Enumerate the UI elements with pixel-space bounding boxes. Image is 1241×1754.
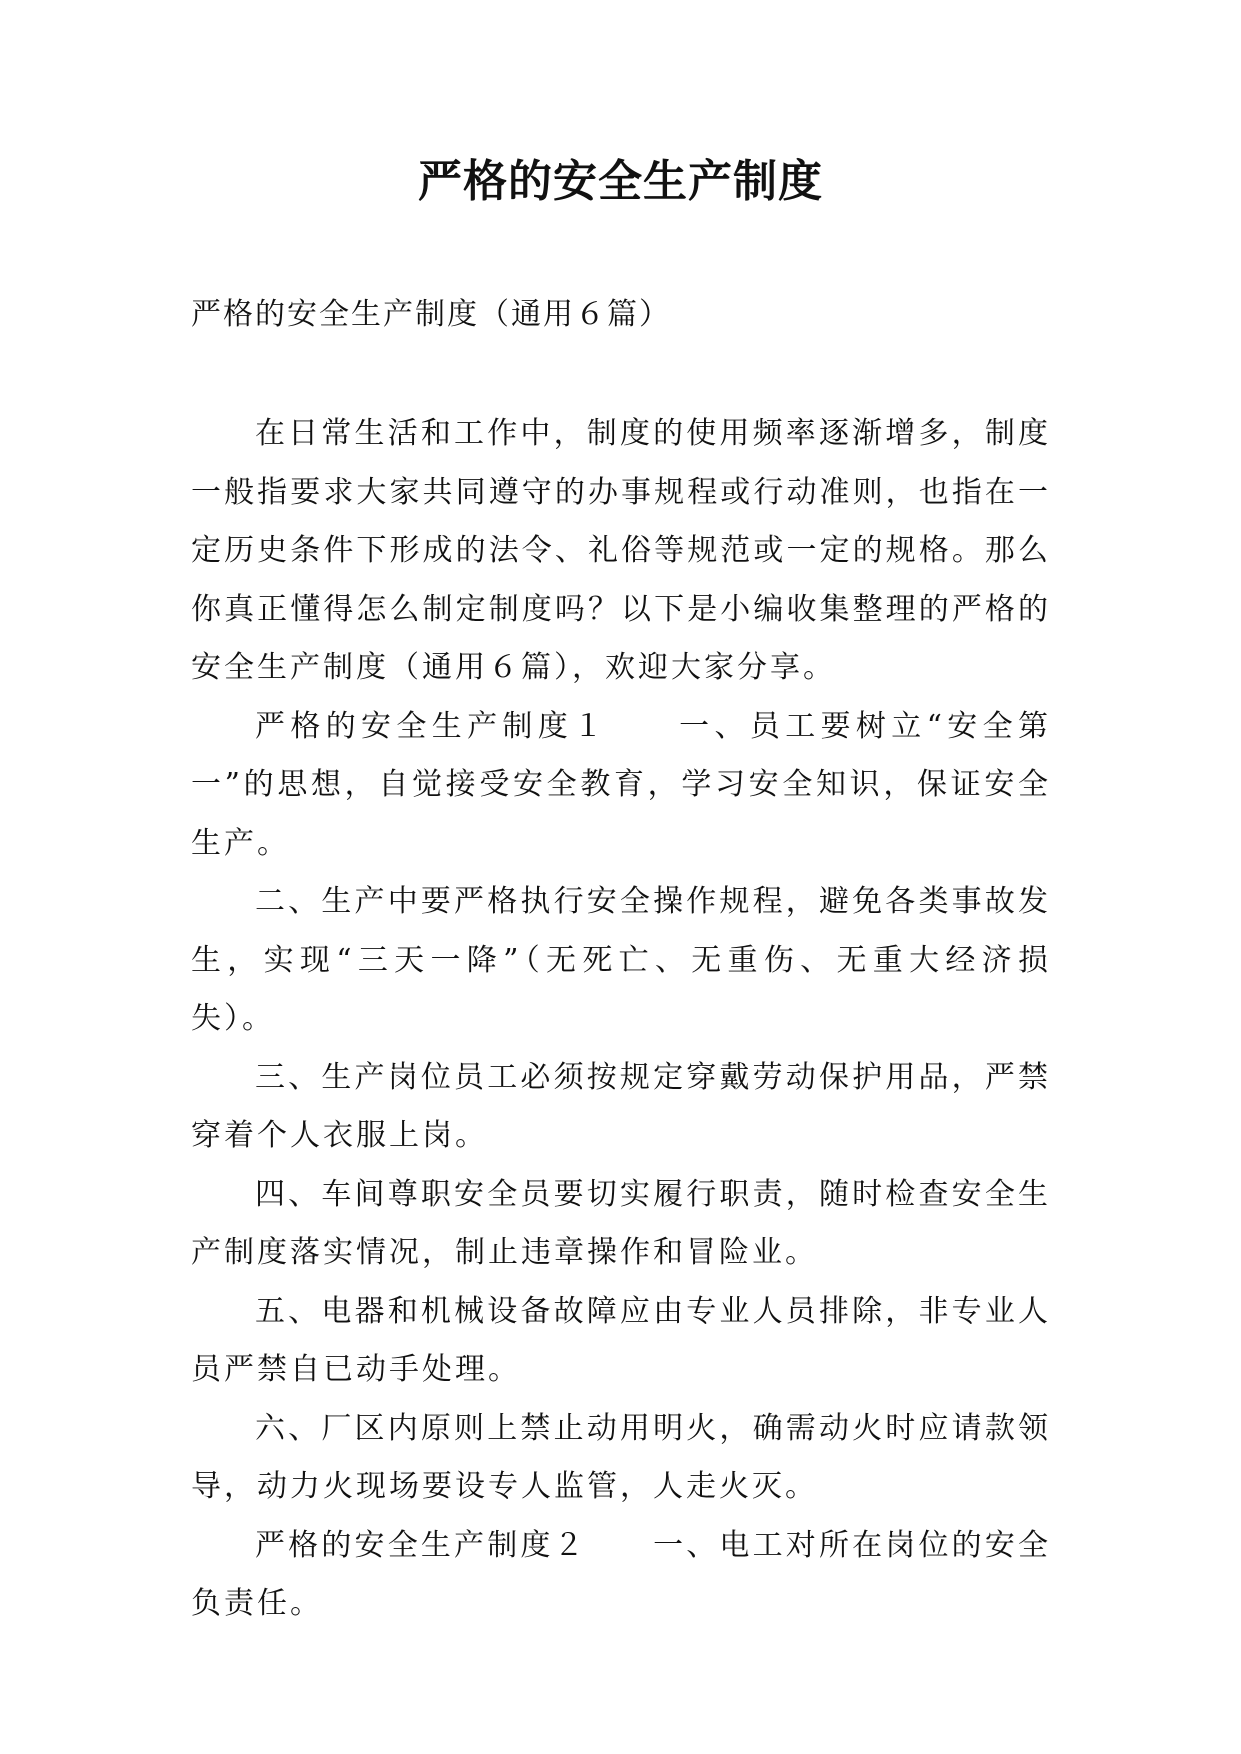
paragraph-rule-4: 四、车间尊职安全员要切实履行职责，随时检查安全生产制度落实情况，制止违章操作和冒险业。 — [191, 1176, 1051, 1270]
paragraph-rule-3: 三、生产岗位员工必须按规定穿戴劳动保护用品，严禁穿着个人衣服上岗。 — [191, 1059, 1051, 1153]
paragraph-rule-5: 五、电器和机械设备故障应由专业人员排除，非专业人员严禁自已动手处理。 — [191, 1293, 1051, 1387]
paragraph-intro: 在日常生活和工作中，制度的使用频率逐渐增多，制度一般指要求大家共同遵守的办事规程或行动准则，也指在一定历史条件下形成的法令、礼俗等规范或一定的规格。那么你真正懂得怎么制定制度吗？以下是小编收集整理的严格的安全生产制度（通用６篇），欢迎大家分享。 — [191, 416, 1051, 685]
document-body — [191, 405, 1051, 1634]
paragraph-rule-2: 二、生产中要严格执行安全操作规程，避免各类事故发生，实现“三天一降”（无死亡、无重伤、无重大经济损失）。 — [191, 884, 1051, 1036]
paragraph-rule-6: 六、厂区内原则上禁止动用明火，确需动火时应请款领导，动力火现场要设专人监管，人走火灭。 — [191, 1410, 1051, 1504]
document-subtitle: 严格的安全生产制度（通用６篇） — [191, 297, 671, 332]
paragraph-rule-1: 严格的安全生产制度１ 一、员工要树立“安全第一”的思想，自觉接受安全教育，学习安全知识，保证安全生产。 — [191, 708, 1051, 861]
paragraph-section-2: 严格的安全生产制度２ 一、电工对所在岗位的安全负责任。 — [191, 1527, 1051, 1621]
page-title: 严格的安全生产制度 — [418, 156, 823, 207]
